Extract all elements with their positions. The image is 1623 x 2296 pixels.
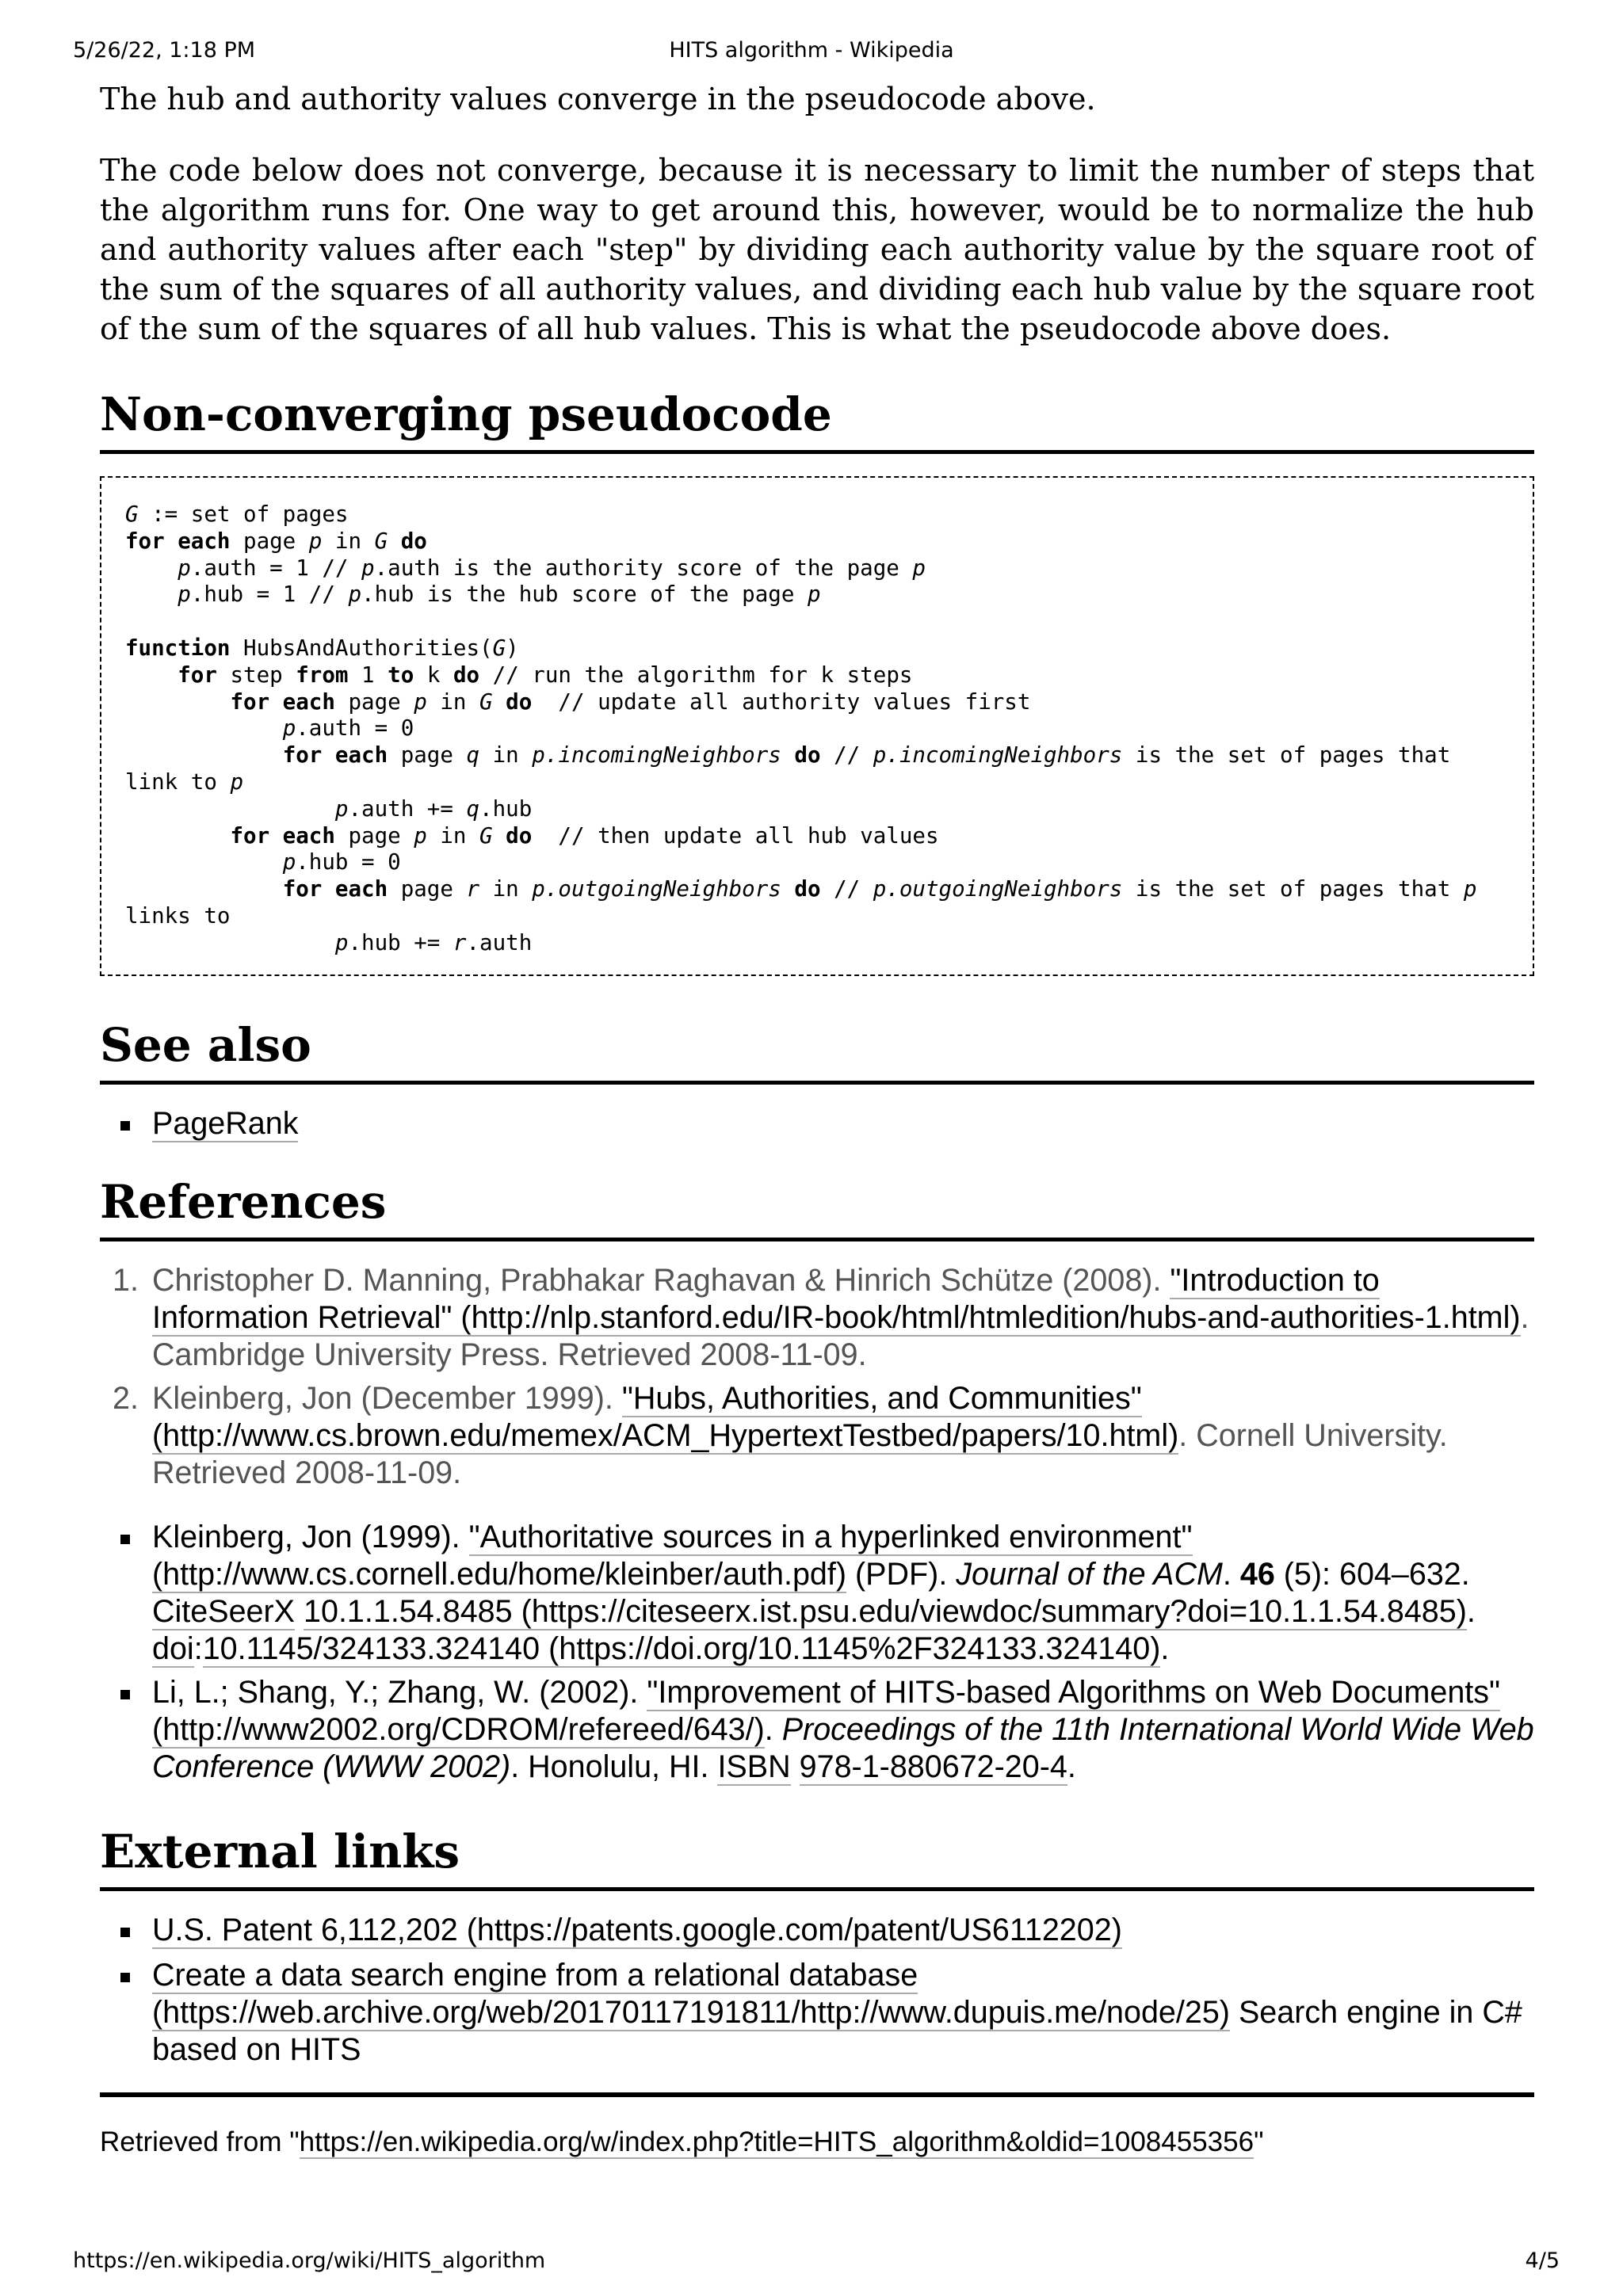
reference-item: [100, 1262, 1534, 1374]
citation-text: Kleinberg, Jon (1999).: [152, 1519, 469, 1554]
print-footer: [0, 2248, 1623, 2277]
citation-text: [295, 1594, 304, 1629]
retrieved-suffix: ": [1254, 2126, 1264, 2157]
citation-text: Li, L.; Shang, Y.; Zhang, W. (2002).: [152, 1674, 647, 1710]
references-list: [100, 1262, 1534, 1492]
list-item: [100, 1674, 1534, 1786]
isbn-link[interactable]: ISBN: [717, 1749, 791, 1784]
citation-text: .: [1466, 1593, 1476, 1629]
print-url: https://en.wikipedia.org/wiki/HITS_algorithm: [73, 2248, 546, 2273]
print-header: [0, 38, 1623, 67]
reference-text: . Cornell University. Retrieved 2008-11-09.: [152, 1417, 1448, 1490]
volume: 46: [1239, 1556, 1275, 1592]
intro-paragraph-2: The code below does not converge, because it is necessary to limit the number of steps that the algorithm runs for. One way to get around this, however, would be to normalize the hub and authority values after each "step" by dividing each authority value by the square root of the sum of the squares of all authority values, and dividing each hub value by the square root of the sum of the squares of all hub values. This is what the pseudocode above does.: [100, 153, 1534, 346]
retrieved-prefix: Retrieved from ": [100, 2126, 300, 2157]
citeseerx-id-link[interactable]: 10.1.1.54.8485 (https://citeseerx.ist.psu.edu/viewdoc/summary?doi=10.1.1.54.8485): [304, 1593, 1467, 1629]
reference-number: 1.: [113, 1262, 139, 1298]
permanent-link[interactable]: https://en.wikipedia.org/w/index.php?title=HITS_algorithm&oldid=1008455356: [299, 2126, 1254, 2157]
citation-text: (PDF).: [846, 1556, 957, 1592]
reference-link[interactable]: "Hubs, Authorities, and Communities" (http://www.cs.brown.edu/memex/ACM_HypertextTestbed/papers/10.html): [152, 1380, 1179, 1453]
reference-text: Kleinberg, Jon (December 1999).: [152, 1380, 622, 1416]
citation-text: [791, 1749, 800, 1784]
citation-link[interactable]: "Improvement of HITS-based Algorithms on Web Documents" (http://www2002.org/CDROM/refereed/643/): [152, 1674, 1501, 1747]
list-item: [100, 1957, 1534, 2069]
reference-item: [100, 1380, 1534, 1492]
pagerank-link[interactable]: PageRank: [152, 1105, 299, 1141]
list-item: [100, 1519, 1534, 1668]
citation-text: .: [764, 1711, 782, 1747]
citation-text: :: [193, 1630, 203, 1666]
article-content: [100, 79, 1534, 2159]
list-item: [100, 1912, 1534, 1949]
retrieved-from: [100, 2126, 1534, 2159]
search-engine-link[interactable]: Create a data search engine from a relational database (https://web.archive.org/web/20170117191811/http://www.dupuis.me/node/25): [152, 1957, 1230, 2030]
see-also-list: [100, 1105, 1534, 1142]
section-heading-references: References: [100, 1173, 1534, 1241]
citation-text: . Honolulu, HI.: [510, 1749, 718, 1784]
reference-text: . Cambridge University Press. Retrieved 2008-11-09.: [152, 1299, 1529, 1372]
pseudocode-block: G := set of pages for each page p in G do p.auth = 1 // p.auth is the authority score of the page p p.hub = 1 // p.hub is the hub score of the page p function HubsAndAuthorities(G) for step from 1 to k do // run the algorithm for k steps for each page p in G do // update all authority values first p.auth = 0 for each page q in p.incomingNeighbors do // p.incomingNeighbors is the set of pages that link to p p.auth += q.hub for each page p in G do // then update all hub values p.hub = 0 for each page r in p.outgoingNeighbors do // p.outgoingNeighbors is the set of pages that p links to p.hub += r.auth: [100, 476, 1534, 976]
link-description: Search engine in C# based on HITS: [152, 1994, 1522, 2067]
citation-text: .: [1222, 1556, 1240, 1592]
reference-text: Christopher D. Manning, Prabhakar Raghavan & Hinrich Schütze (2008).: [152, 1262, 1170, 1298]
footer-divider: [100, 2092, 1534, 2097]
intro-paragraph-1: The hub and authority values converge in the pseudocode above.: [100, 82, 1096, 116]
doi-id-link[interactable]: 10.1145/324133.324140 (https://doi.org/10.1145%2F324133.324140): [202, 1630, 1161, 1666]
doi-link[interactable]: doi: [152, 1630, 194, 1666]
citation-text: .: [1067, 1749, 1076, 1784]
page-number: 4/5: [1525, 2248, 1560, 2273]
list-item: [100, 1105, 1534, 1142]
further-reading-list: [100, 1519, 1534, 1786]
print-date: 5/26/22, 1:18 PM: [73, 38, 256, 63]
citation-text: (5): 604–632.: [1274, 1556, 1470, 1592]
external-links-list: [100, 1912, 1534, 2069]
citeseerx-link[interactable]: CiteSeerX: [152, 1593, 296, 1629]
reference-number: 2.: [113, 1380, 139, 1416]
conference-name: Proceedings of the 11th International World Wide Web Conference (WWW 2002): [152, 1711, 1534, 1784]
print-title: HITS algorithm - Wikipedia: [669, 38, 954, 63]
citation-link[interactable]: "Authoritative sources in a hyperlinked environment" (http://www.cs.cornell.edu/home/kleinber/auth.pdf): [152, 1519, 1193, 1592]
citation-text: .: [1160, 1630, 1170, 1666]
reference-link[interactable]: "Introduction to Information Retrieval" (http://nlp.stanford.edu/IR-book/html/htmledition/hubs-and-authorities-1.html): [152, 1262, 1521, 1335]
patent-link[interactable]: U.S. Patent 6,112,202 (https://patents.google.com/patent/US6112202): [152, 1912, 1122, 1947]
section-heading-nonconverging: Non-converging pseudocode: [100, 385, 1534, 454]
journal-name: Journal of the ACM: [956, 1556, 1223, 1592]
section-heading-external-links: External links: [100, 1822, 1534, 1891]
isbn-number-link[interactable]: 978-1-880672-20-4: [799, 1749, 1067, 1784]
section-heading-see-also: See also: [100, 1016, 1534, 1085]
